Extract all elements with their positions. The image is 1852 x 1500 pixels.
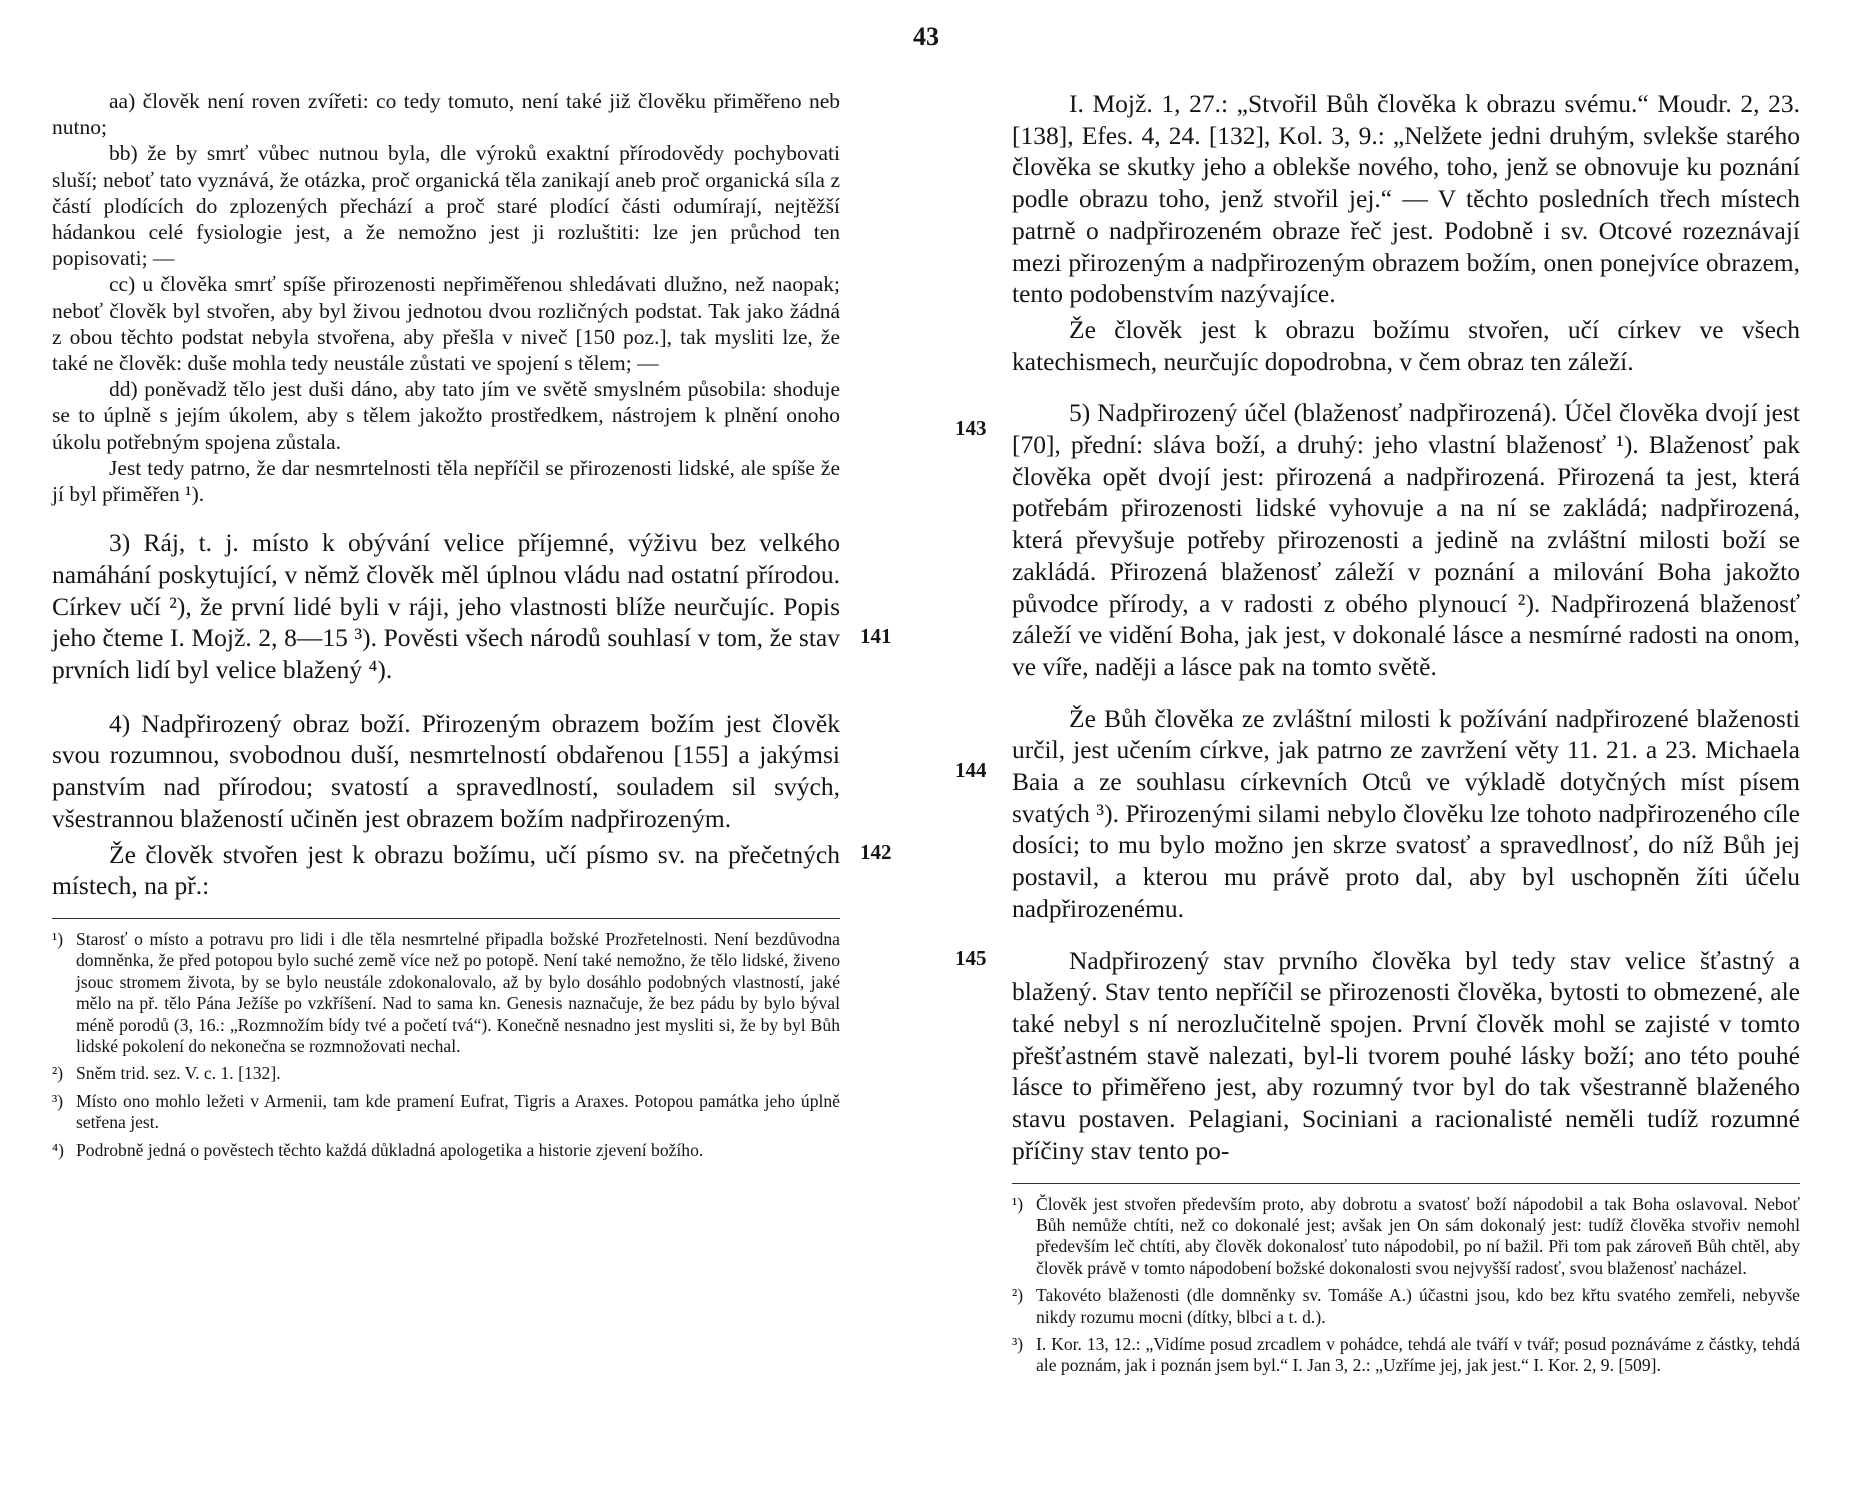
margin-number-145: 145 (955, 946, 987, 970)
right-column (1012, 88, 1800, 1383)
paragraph-quotes: I. Mojž. 1, 27.: „Stvořil Bůh člověka k obrazu svému.“ Moudr. 2, 23. [138], Efes. 4, 24. [132], Kol. 3, 9.: „Nelžete jedni druhým, svlekše starého člověka se skutky jeho a oblekše nového, toho, jenž se obnovuje ku poznání podle obrazu toho, jenž stvořil jej.“ — V těchto posledních třech místech patrně o nadpřirozeném obraze řeč jest. Podobně i sv. Otcové rozeznávají mezi přirozeným a nadpřirozeným obrazem božím, onen ponejvíce obrazem, tento podobenstvím nazývajíce. (1012, 89, 1800, 309)
page-number: 43 (913, 22, 939, 51)
right-footnotes (1012, 1194, 1800, 1377)
footnote-mark: ¹) (52, 928, 64, 949)
footnote-separator (52, 918, 840, 919)
footnote-mark: ²) (52, 1063, 64, 1084)
footnote (1012, 1194, 1800, 1280)
footnote-text: Takovéto blaženosti (dle domněnky sv. Tomáše A.) účastni jsou, kdo bez křtu svatého zemřeli, nebyvše nikdy rozumu mocni (dítky, blbci a t. d.). (1036, 1285, 1800, 1327)
paragraph-katechismy: Že člověk jest k obrazu božímu stvořen, učí církev ve všech katechismech, neurčujíc dopodrobna, v čem obraz ten záleží. (1012, 314, 1800, 376)
footnote-text: Místo ono mohlo ležeti v Armenii, tam kde pramení Eufrat, Tigris a Araxes. Potopou památka jeho úplně setřena jest. (76, 1090, 840, 1133)
footnote (52, 1140, 840, 1161)
footnote-mark: ⁴) (52, 1139, 64, 1160)
footnote-text: Starosť o místo a potravu pro lidi i dle těla nesmrtelné připadla božské Prozřetelnosti. Není bezdůvodna domněnka, že před potopou bylo suché země více než po potopě. Není také nemožno, že tělo lidské, živeno jsouc stromem života, by se bylo neustále zdokonalovalo, až by bylo dosáhlo podobných vlastností, jaké mělo na př. tělo Pána Ježíše po vzkříšení. Nad to sama kn. Genesis naznačuje, že bez pádu by bylo býval méně porodů (3, 16.: „Rozmnožím bídy tvé a početí tvá“). Konečně nesnadno jest mysliti si, že by byl Bůh lidské pokolení do nekonečna se rozmnožovati nechal. (76, 928, 840, 1057)
footnote (52, 1063, 840, 1084)
footnote-text: Podrobně jedná o pověstech těchto každá důkladná apologetika a historie zjevení božího. (76, 1139, 704, 1160)
margin-number-144: 144 (955, 758, 987, 782)
margin-number-142: 142 (860, 840, 892, 864)
paragraph-bb: bb) že by smrť vůbec nutnou byla, dle výroků exaktní přírodovědy pochybovati sluší; neboť tato vyznává, že otázka, proč organická těla zanikají aneb proč organická síla z částí plodících do zplozených přechází a proč staré plodící části odumírají, nejtěžší hádankou celé fysiologie jest, a že nemožno jest ji rozluštiti: lze jen průchod ten popisovati; — (52, 141, 840, 271)
footnote-text: Člověk jest stvořen především proto, aby dobrotu a svatosť boží nápodobil a tak Boha oslavoval. Neboť Bůh nemůže chtíti, než co dokonalé jest; avšak jen On sám dokonalý jest: tudíž člověka stvořiv nemohl především leč chtíti, aby člověk dokonalosť tuto nápodobil, po ní bažil. Při tom pak zároveň Bůh chtěl, aby člověk právě v tomto nápodobení božské dokonalosti svou nejvyšší radosť, svou blaženosť nacházel. (1036, 1193, 1800, 1278)
paragraph-dd: dd) poněvadž tělo jest duši dáno, aby tato jím ve světě smyslném působila: shoduje se to úplně s jejím úkolem, aby s tělem jakožto prostředkem, nástrojem k plnění onoho úkolu potřebným spojena zůstala. (52, 377, 840, 454)
margin-number-141: 141 (860, 624, 892, 648)
footnote (1012, 1334, 1800, 1377)
footnote-mark: ³) (1012, 1333, 1024, 1354)
footnote-text: I. Kor. 13, 12.: „Vidíme posud zrcadlem v pohádce, tehdá ale tváří v tvář; posud poznáváme z částky, tehdá ale poznám, jak i poznán jsem byl.“ I. Jan 3, 2.: „Uzříme jej, jak jest.“ I. Kor. 2, 9. [509]. (1036, 1333, 1800, 1376)
margin-number-143: 143 (955, 416, 987, 440)
paragraph-raj: 3) Ráj, t. j. místo k obývání velice příjemné, výživu bez velkého namáhání poskytující, v němž člověk měl úplnou vládu nad ostatní přírodou. Církev učí ²), že první lidé byli v ráji, jeho vlastnosti blíže neurčujíc. Popis jeho čteme I. Mojž. 2, 8—15 ³). Pověsti všech národů souhlasí v tom, že stav prvních lidí byl velice blažený ⁴). (52, 528, 840, 685)
paragraph-cc: cc) u člověka smrť spíše přirozenosti nepřiměřenou shledávati dlužno, než naopak; neboť člověk byl stvořen, aby byl živou jednotou dvou rozličných podstat. Tak jako žádná z obou těchto podstat nebyla stvořena, aby přešla v niveč [150 poz.], tak mysliti lze, že také ne člověk: duše mohla tedy neustále zůstati ve spojení s tělem; — (52, 272, 840, 376)
footnote (1012, 1285, 1800, 1328)
footnote-text: Sněm trid. sez. V. c. 1. [132]. (76, 1063, 281, 1084)
paragraph-pismo: Že člověk stvořen jest k obrazu božímu, učí písmo sv. na přečetných místech, na př.: (52, 839, 840, 901)
footnote (52, 929, 840, 1057)
left-column (52, 88, 840, 1167)
paragraph-aa: aa) člověk není roven zvířeti: co tedy tomuto, není také již člověku přiměřeno neb nutno; (52, 89, 840, 140)
paragraph-urcil: Že Bůh člověka ze zvláštní milosti k požívání nadpřirozené blaženosti určil, jest učením církve, jak patrno ze zavržení věty 11. 21. a 23. Michaela Baia a ze souhlasu církevních Otců ve výkladě dotyčných míst písem svatých ³). Přirozenými silami nebylo člověku lze tohoto nadpřirozeného cíle dosíci; to mu bylo možno jen skrze svatosť a spravedlnosť, do níž Bůh jej postavil, a kterou mu právě proto dal, aby byl uschopněn žíti účelu nadpřirozenému. (1012, 703, 1800, 923)
footnote-mark: ³) (52, 1090, 64, 1111)
footnote-mark: ¹) (1012, 1193, 1024, 1214)
paragraph-stav: Nadpřirozený stav prvního člověka byl tedy stav velice šťastný a blažený. Stav tento nepříčil se přirozenosti člověka, bytosti to obmezené, ale také nebyl s ní nerozlučitelně spojen. První člověk mohl se zajisté v tomto přešťastném stavě nalezati, byl-li tvorem pouhé lásky boží; ano této pouhé lásce to přiměřeno jest, aby rozumný tvor byl do tak všestranně blaženého stavu postaven. Pelagiani, Sociniani a racionalisté neměli tudíž rozumné příčiny stav tento po- (1012, 945, 1800, 1165)
left-footnotes (52, 929, 840, 1161)
footnote-mark: ²) (1012, 1285, 1024, 1306)
paragraph-obraz: 4) Nadpřirozený obraz boží. Přirozeným obrazem božím jest člověk svou rozumnou, svobodnou duší, nesmrtelností obdařenou [155] a jakýmsi panstvím nad přírodou; svatostí a spravedlností, souladem sil svých, všestrannou blažeností učiněn jest obrazem božím nadpřirozeným. (52, 708, 840, 833)
paragraph-conclusion: Jest tedy patrno, že dar nesmrtelnosti těla nepříčil se přirozenosti lidské, ale spíše že jí byl přiměřen ¹). (52, 455, 840, 507)
footnote-separator (1012, 1183, 1800, 1184)
paragraph-ucel: 5) Nadpřirozený účel (blaženosť nadpřirozená). Účel člověka dvojí jest [70], přední: sláva boží, a druhý: jeho vlastní blaženosť ¹). Blaženosť pak člověka opět dvojí jest: přirozená a nadpřirozená. Přirozená ta jest, která potřebám přirozenosti lidské vyhovuje a na ní se zakládá; nadpřirozená, která převyšuje potřeby přirozenosti a jedině na zvláštní milosti boží se zakládá. Přirozená blaženosť záleží v poznání a milování Boha jakožto původce přírody, a v radosti z obého plynoucí ²). Nadpřirozená blaženosť záleží ve vidění Boha, jak jest, v dokonalé lásce a nesmírné radosti na onom, ve víře, naději a lásce pak na tomto světě. (1012, 398, 1800, 681)
footnote (52, 1091, 840, 1134)
